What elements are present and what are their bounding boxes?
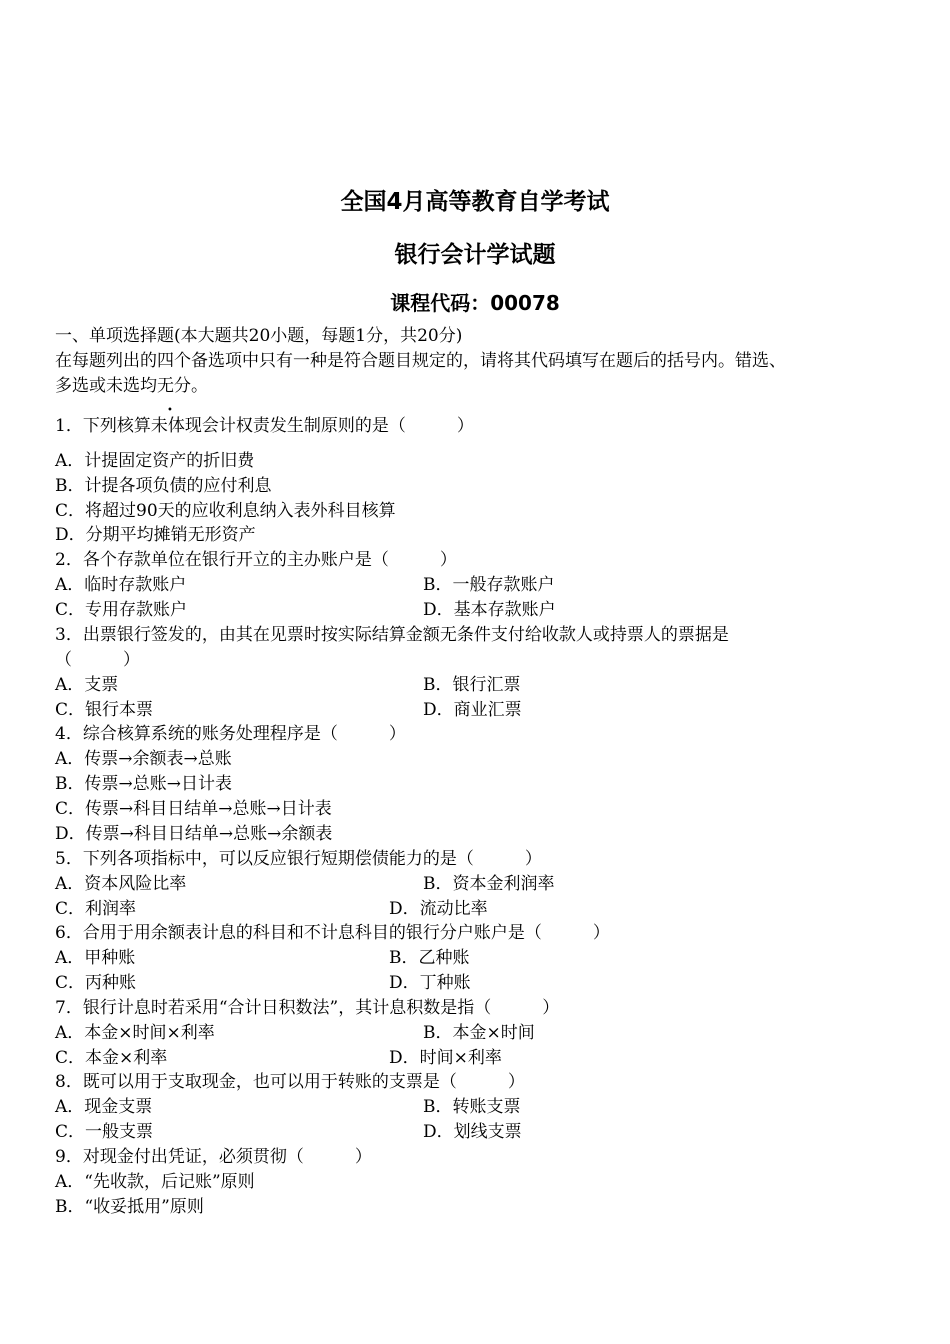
option: C．丙种账 <box>55 973 137 993</box>
option: A．传票→余额表→总账 <box>55 749 232 769</box>
option: A．计提固定资产的折旧费 <box>55 451 255 471</box>
option: B．资本金利润率 <box>423 874 555 894</box>
option: A．资本风险比率 <box>55 874 187 894</box>
option: B．传票→总账→日计表 <box>55 774 232 794</box>
option: D．分期平均摊销无形资产 <box>55 525 256 545</box>
question-stem: 1．下列核算未体现会计权责发生制原则的是（ ） <box>55 416 474 436</box>
question-stem: 6．合用于用余额表计息的科目和不计息科目的银行分户账户是（ ） <box>55 923 610 943</box>
option: B．转账支票 <box>423 1097 521 1117</box>
option: B．乙种账 <box>389 948 470 968</box>
option: D．丁种账 <box>389 973 471 993</box>
question-stem: 8．既可以用于支取现金，也可以用于转账的支票是（ ） <box>55 1072 525 1092</box>
option: C．一般支票 <box>55 1122 154 1142</box>
question-stem: 3．出票银行签发的，由其在见票时按实际结算金额无条件支付给收款人或持票人的票据是 <box>55 625 729 645</box>
option: C．本金×利率 <box>55 1048 168 1068</box>
option: C．将超过90天的应收利息纳入表外科目核算 <box>55 501 396 521</box>
exam-title: 全国4月高等教育自学考试 <box>340 189 610 215</box>
question-stem: 9．对现金付出凭证，必须贯彻（ ） <box>55 1147 372 1167</box>
question-stem: 2．各个存款单位在银行开立的主办账户是（ ） <box>55 550 457 570</box>
option: A．支票 <box>55 675 119 695</box>
option: B．“收妥抵用”原则 <box>55 1197 204 1217</box>
option: D．流动比率 <box>389 899 488 919</box>
option: D．基本存款账户 <box>423 600 556 620</box>
option: D．时间×利率 <box>389 1048 502 1068</box>
course-code: 课程代码：00078 <box>390 291 560 315</box>
section-instruction: 多选或未选均无分。 <box>55 376 208 396</box>
option: B．计提各项负债的应付利息 <box>55 476 272 496</box>
emphasis-dot: • <box>167 405 173 416</box>
question-stem: （ ） <box>55 650 140 670</box>
section-heading: 一、单项选择题(本大题共20小题，每题1分，共20分) <box>55 326 463 346</box>
option: A．临时存款账户 <box>55 575 187 595</box>
question-stem: 7．银行计息时若采用“合计日积数法”，其计息积数是指（ ） <box>55 998 560 1018</box>
option: D．划线支票 <box>423 1122 522 1142</box>
option: C．传票→科目日结单→总账→日计表 <box>55 799 332 819</box>
option: A．“先收款，后记账”原则 <box>55 1172 255 1192</box>
option: A．本金×时间×利率 <box>55 1023 215 1043</box>
option: C．专用存款账户 <box>55 600 188 620</box>
option: D．商业汇票 <box>423 700 522 720</box>
section-instruction: 在每题列出的四个备选项中只有一种是符合题目规定的，请将其代码填写在题后的括号内。错选、 <box>55 351 786 371</box>
exam-subtitle: 银行会计学试题 <box>394 242 556 268</box>
option: B．一般存款账户 <box>423 575 555 595</box>
option: C．银行本票 <box>55 700 154 720</box>
question-stem: 4．综合核算系统的账务处理程序是（ ） <box>55 724 406 744</box>
option: A．现金支票 <box>55 1097 153 1117</box>
option: B．银行汇票 <box>423 675 521 695</box>
option: A．甲种账 <box>55 948 136 968</box>
option: D．传票→科目日结单→总账→余额表 <box>55 824 333 844</box>
option: B．本金×时间 <box>423 1023 535 1043</box>
option: C．利润率 <box>55 899 137 919</box>
question-stem: 5．下列各项指标中，可以反应银行短期偿债能力的是（ ） <box>55 849 542 869</box>
